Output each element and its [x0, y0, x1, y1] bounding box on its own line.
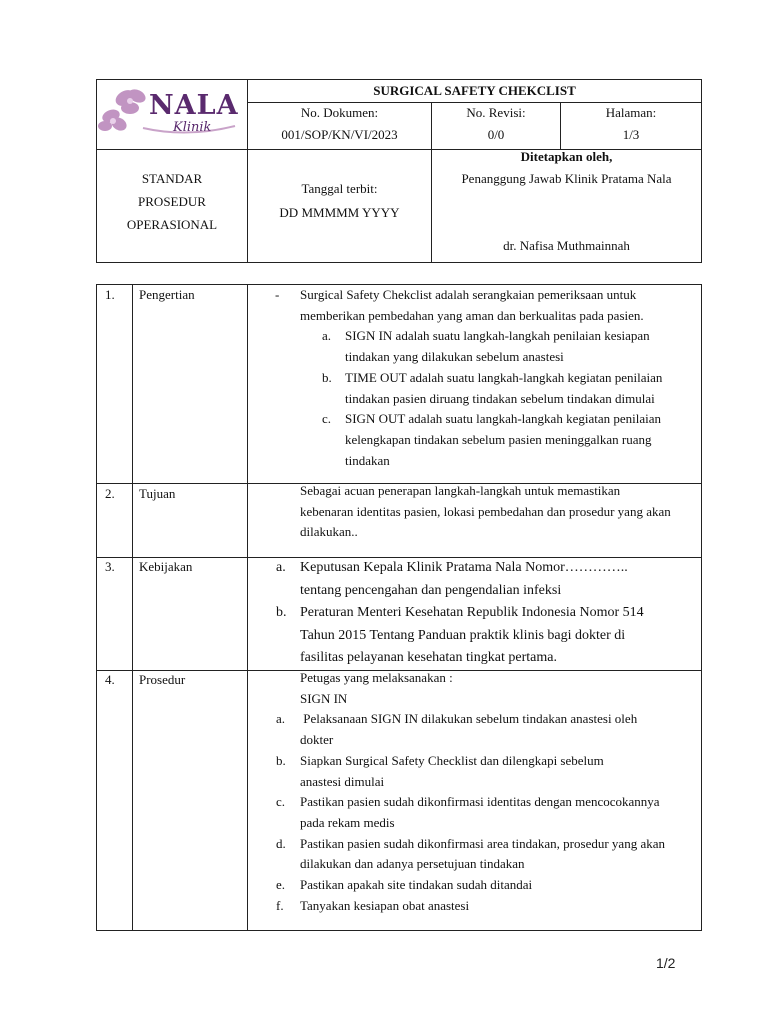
procedure-step: Tanyakan kesiapan obat anastesi [300, 897, 470, 913]
revision-value: 0/0 [487, 127, 505, 142]
definition-text: Surgical Safety Chekclist adalah serangkaian pemeriksaan untuk [300, 287, 637, 302]
policy-text: Peraturan Menteri Kesehatan Republik Indonesia Nomor 514 [300, 605, 644, 620]
list-item-text: TIME OUT adalah suatu langkah-langkah kegiatan penilaian [345, 369, 663, 385]
procedure-step: Pastikan pasien sudah dikonfirmasi area tindakan, prosedur yang akan [300, 835, 665, 851]
list-item-text: kelengkapan tindakan sebelum pasien meninggalkan ruang [345, 431, 652, 447]
list-item-text: SIGN OUT adalah suatu langkah-langkah kegiatan penilaian [345, 411, 661, 427]
list-marker: - [275, 287, 280, 302]
page-indicator: 1/2 [656, 955, 676, 971]
header-table [96, 79, 702, 263]
list-marker: c. [276, 794, 286, 810]
list-marker: a. [322, 328, 332, 344]
list-item-text: SIGN IN adalah suatu langkah-langkah penilaian kesiapan [345, 328, 650, 344]
revision-label: No. Revisi: [466, 105, 526, 120]
approved-by-label: Ditetapkan oleh, [520, 149, 613, 164]
sop-content-table [96, 284, 702, 931]
logo-brand-text: NALA [149, 90, 239, 121]
purpose-text: dilakukan.. [300, 524, 358, 540]
list-marker: b. [276, 605, 287, 620]
section-number: 4. [105, 672, 115, 687]
sop-label-line1: STANDAR [141, 171, 203, 186]
section-title: Pengertian [139, 287, 195, 302]
approved-role: Penanggung Jawab Klinik Pratama Nala [461, 171, 672, 186]
procedure-step: dokter [300, 732, 334, 748]
list-item-text: tindakan [345, 452, 390, 468]
list-item-text: tindakan yang dilakukan sebelum anastesi [345, 349, 564, 365]
list-marker: c. [322, 411, 332, 427]
section-number: 3. [105, 559, 115, 574]
list-marker: b. [322, 369, 332, 385]
section-title: Kebijakan [139, 559, 193, 574]
list-marker: a. [276, 560, 286, 575]
document-title: SURGICAL SAFETY CHEKCLIST [373, 83, 576, 98]
procedure-step: Pelaksanaan SIGN IN dilakukan sebelum tindakan anastesi oleh [300, 711, 638, 727]
doc-number-label: No. Dokumen: [300, 105, 379, 120]
logo-sub-text: Klinik [173, 120, 212, 135]
list-marker: d. [276, 835, 286, 851]
purpose-text: kebenaran identitas pasien, lokasi pembedahan dan prosedur yang akan [300, 503, 671, 519]
issued-date-label: Tanggal terbit: [301, 181, 378, 196]
procedure-subtitle: SIGN IN [300, 690, 348, 706]
page-label: Halaman: [605, 105, 657, 120]
list-marker: a. [276, 711, 286, 727]
table-divider [132, 285, 133, 930]
procedure-step: Pastikan apakah site tindakan sudah ditandai [300, 877, 533, 892]
procedure-text: Petugas yang melaksanakan : [300, 670, 453, 685]
procedure-step: Siapkan Surgical Safety Checklist dan dilengkapi sebelum [300, 752, 604, 768]
approved-name: dr. Nafisa Muthmainnah [503, 238, 630, 253]
policy-text: Tahun 2015 Tentang Panduan praktik klinis bagi dokter di [300, 627, 626, 643]
procedure-step: pada rekam medis [300, 814, 395, 830]
procedure-step: dilakukan dan adanya persetujuan tindakan [300, 856, 525, 872]
sop-label-line2: PROSEDUR [138, 194, 206, 209]
table-divider [247, 285, 248, 930]
page-value: 1/3 [622, 127, 640, 142]
clinic-logo [97, 80, 247, 150]
policy-text: Keputusan Kepala Klinik Pratama Nala Nomor………….. [300, 560, 628, 575]
procedure-step: Pastikan pasien sudah dikonfirmasi identitas dengan mencocokannya [300, 794, 660, 810]
section-number: 1. [105, 287, 115, 302]
definition-text: memberikan pembedahan yang aman dan berkualitas pada pasien. [300, 307, 644, 323]
section-title: Tujuan [139, 486, 176, 501]
policy-text: tentang pencengahan dan pengendalian infeksi [300, 582, 562, 598]
issued-date-value: DD MMMMM YYYY [279, 205, 400, 220]
procedure-step: anastesi dimulai [300, 773, 385, 789]
purpose-text: Sebagai acuan penerapan langkah-langkah untuk memastikan [300, 483, 621, 498]
policy-text: fasilitas pelayanan kesehatan tingkat pertama. [300, 650, 557, 665]
list-marker: e. [276, 877, 286, 892]
list-marker: b. [276, 752, 286, 768]
list-item-text: tindakan pasien diruang tindakan sebelum tindakan dimulai [345, 390, 655, 406]
list-marker: f. [276, 897, 284, 913]
section-number: 2. [105, 486, 115, 501]
doc-number-value: 001/SOP/KN/VI/2023 [281, 127, 398, 142]
sop-label-line3: OPERASIONAL [126, 217, 218, 232]
section-title: Prosedur [139, 672, 186, 687]
